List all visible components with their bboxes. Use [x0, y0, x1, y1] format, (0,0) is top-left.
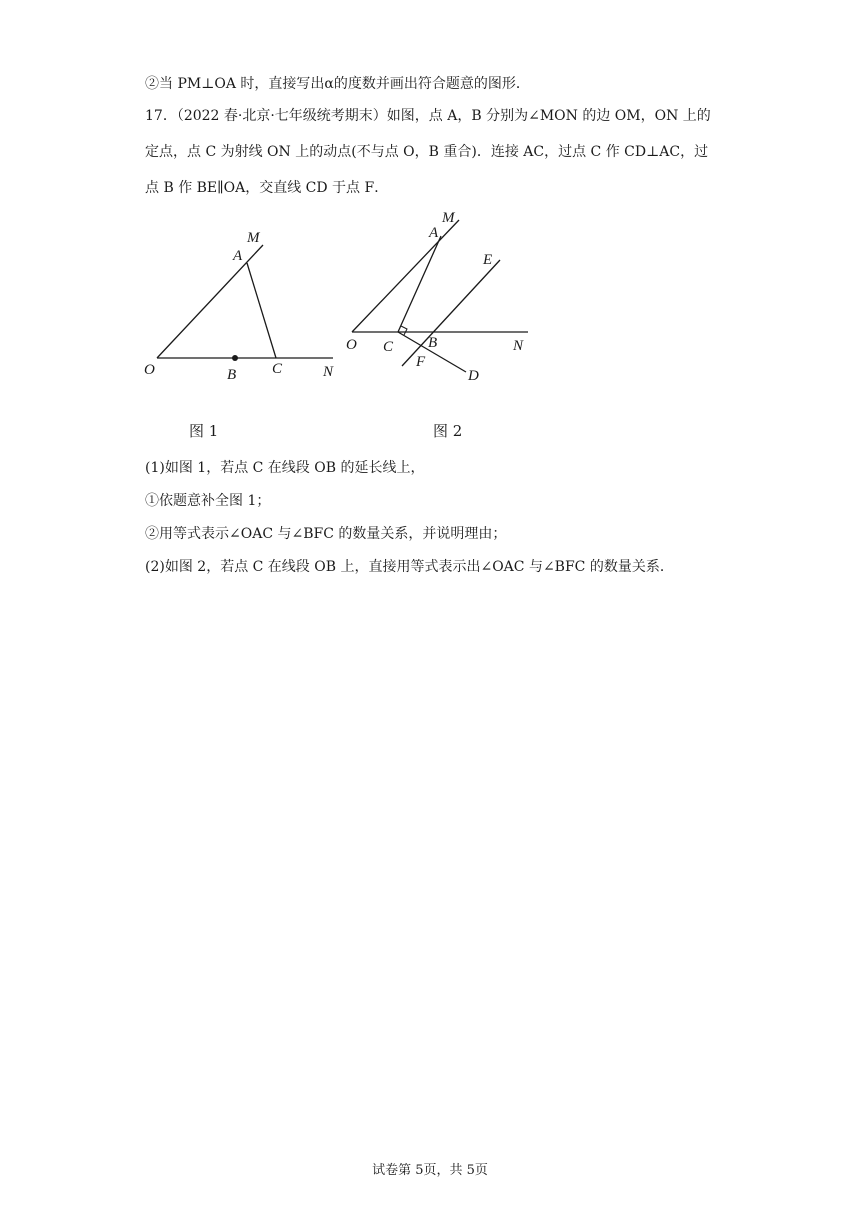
question-1-part-2: ②用等式表示∠OAC 与∠BFC 的数量关系，并说明理由；: [145, 526, 507, 542]
page-footer: 试卷第 5页，共 5页: [372, 1163, 488, 1178]
paragraph-line-1: ②当 PM⊥OA 时，直接写出α的度数并画出符合题意的图形．: [145, 76, 530, 92]
figure-2-diagram: [340, 206, 540, 384]
question-2: (2)如图 2，若点 C 在线段 OB 上，直接用等式表示出∠OAC 与∠BFC 的数量关系．: [145, 559, 674, 575]
label-o: O: [144, 362, 155, 378]
figure-1-caption: 图 1: [189, 422, 219, 440]
line-be: [402, 260, 500, 366]
label-a: A: [233, 248, 243, 264]
label-n: N: [513, 338, 524, 354]
figure-2-caption: 图 2: [433, 422, 463, 440]
question-1-part-1: ①依题意补全图 1；: [145, 493, 271, 509]
problem-17-line-1: 17．（2022 春·北京·七年级统考期末）如图，点 A，B 分别为∠MON 的边 OM，ON 上的: [145, 108, 711, 124]
label-b: B: [227, 367, 237, 383]
label-o: O: [346, 337, 357, 353]
label-m: M: [247, 230, 260, 246]
problem-17-line-2: 定点，点 C 为射线 ON 上的动点(不与点 O，B 重合)．连接 AC，过点 C 作 CD⊥AC，过: [145, 144, 709, 160]
point-b-dot: [232, 355, 238, 361]
label-d: D: [468, 368, 479, 384]
label-b: B: [428, 335, 438, 351]
segment-ac: [398, 236, 441, 332]
figure-1-diagram: [140, 222, 350, 387]
ray-om: [157, 245, 263, 358]
problem-17-line-3: 点 B 作 BE∥OA，交直线 CD 于点 F．: [145, 180, 389, 196]
label-m: M: [442, 210, 455, 226]
label-c: C: [383, 339, 394, 355]
segment-ac: [247, 263, 276, 358]
label-f: F: [416, 354, 426, 370]
label-e: E: [483, 252, 493, 268]
label-c: C: [272, 361, 283, 377]
label-n: N: [323, 364, 334, 380]
question-1: (1)如图 1，若点 C 在线段 OB 的延长线上，: [145, 460, 425, 476]
label-a: A: [429, 225, 439, 241]
